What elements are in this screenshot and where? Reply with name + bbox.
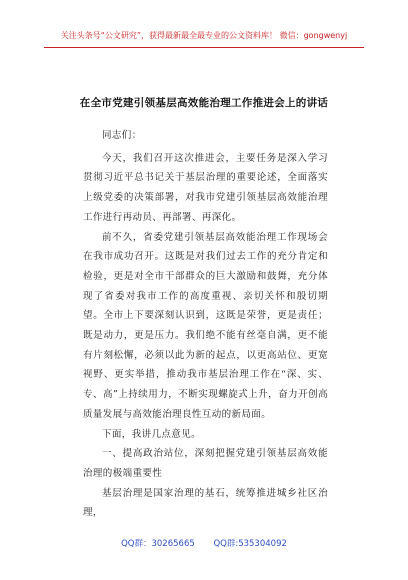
- paragraph: 今天，我们召开这次推进会，主要任务是深入学习贯彻习近平总书记关于基层治理的重要论述，全面落实上级党委的决策部署，对我市党建引领基层高效能治理工作进行再动员、再部署、再深化。: [83, 152, 328, 223]
- paragraph: 基层治理是国家治理的基石，统筹推进城乡社区治理，: [83, 487, 328, 519]
- section-heading: 一、提高政治站位，深刻把握党建引领基层高效能治理的极端重要性: [83, 448, 328, 479]
- qq-group-2: QQ群:535304092: [213, 539, 287, 549]
- greeting: 同志们：: [102, 130, 142, 141]
- document-body: [83, 126, 328, 523]
- paragraph: 前不久，省委党建引领基层高效能治理工作现场会在我市成功召开。这既是对我们过去工作的充分肯定和检验，更是对全市干部群众的巨大激励和鼓舞，充分体现了省委对我市工作的高度重视、亲切关怀和殷切期望。全市上下要深刻认识到，这既是荣誉，更是责任；既是动力，更是压力。我们绝不能有丝毫自满，更不能有片刻松懈，必须以此为新的起点，以更高站位、更宽视野、更实举措，推动我市基层治理工作在“深、实、专、高”上持续用力，不断实现螺旋式上升，奋力开创高质量发展与高效能治理良性互动的新局面。: [83, 231, 328, 420]
- paragraph: 下面，我讲几点意见。: [102, 428, 202, 440]
- header-note: 关注头条号“公文研究”，获得最新最全最专业的公文资料库！ 微信：gongwenyj: [60, 31, 348, 40]
- footer: [0, 537, 408, 549]
- document-title: 在全市党建引领基层高效能治理工作推进会上的讲话: [79, 97, 329, 109]
- qq-group-1: QQ群：30265665: [121, 539, 195, 549]
- header-divider: [44, 47, 364, 48]
